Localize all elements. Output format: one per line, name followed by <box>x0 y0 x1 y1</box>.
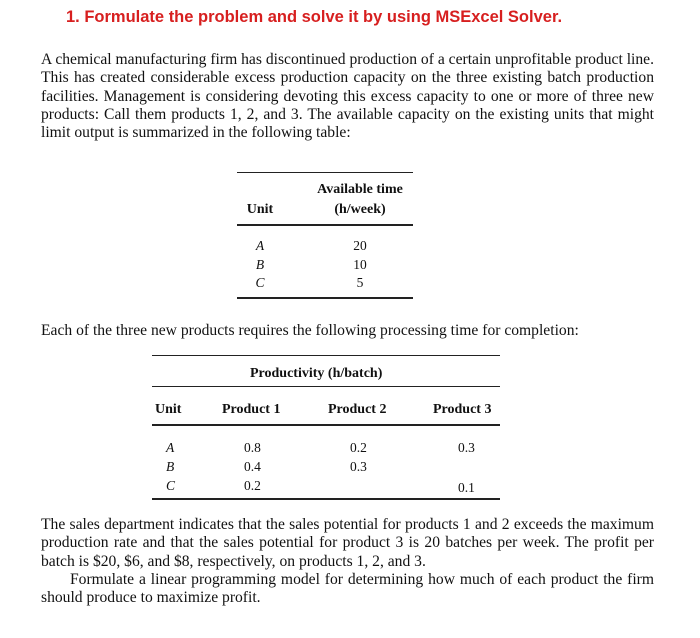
capacity-col-time-line2: (h/week) <box>334 202 386 217</box>
productivity-col-product-2: Product 2 <box>328 402 387 417</box>
sales-paragraph: The sales department indicates that the sales potential for products 1 and 2 exceeds the maximum production rate and that the sales potential for product 3 is 20 batches per week. The profit per batch is $20, $6, and $8, respectively, on products 1, 2, and 3. <box>41 516 654 570</box>
productivity-col-product-3: Product 3 <box>433 402 492 417</box>
productivity-table-header-rule <box>152 424 500 426</box>
closing-paragraphs <box>41 516 654 607</box>
productivity-group-rule <box>152 386 500 387</box>
capacity-table-bottom-rule <box>237 297 413 299</box>
problem-heading: 1. Formulate the problem and solve it by using MSExcel Solver. <box>66 8 563 26</box>
productivity-col-product-1: Product 1 <box>222 402 281 417</box>
capacity-row-time: 20 <box>353 238 367 253</box>
capacity-table-top-rule <box>237 172 413 173</box>
productivity-row-p1: 0.8 <box>244 440 261 455</box>
capacity-col-time-line1: Available time <box>317 182 403 197</box>
productivity-row-unit: C <box>166 478 176 493</box>
productivity-row-p3: 0.1 <box>458 480 475 495</box>
productivity-row-p3: 0.3 <box>458 440 475 455</box>
productivity-col-unit: Unit <box>155 402 182 417</box>
productivity-group-header: Productivity (h/batch) <box>250 366 383 381</box>
capacity-row-time: 10 <box>353 257 367 272</box>
capacity-col-unit: Unit <box>246 202 274 217</box>
productivity-table-bottom-rule <box>152 498 500 500</box>
productivity-row-p1: 0.2 <box>244 478 261 493</box>
capacity-row-unit: B <box>255 257 265 272</box>
productivity-row-p2: 0.3 <box>350 459 367 474</box>
productivity-row-unit: B <box>166 459 175 474</box>
productivity-row-unit: A <box>166 440 175 455</box>
capacity-row-unit: C <box>255 275 265 290</box>
productivity-row-p2: 0.2 <box>350 440 367 455</box>
capacity-row-unit: A <box>255 238 265 253</box>
productivity-table-top-rule <box>152 355 500 356</box>
formulate-paragraph: Formulate a linear programming model for determining how much of each product the firm should produce to maximize profit. <box>41 570 654 607</box>
processing-sentence: Each of the three new products requires the following processing time for completion: <box>41 322 579 339</box>
intro-paragraph: A chemical manufacturing firm has discontinued production of a certain unprofitable product line. This has created considerable excess production capacity on the three existing batch production facilities. Management is considering devoting this excess capacity to one or more of three new products: Call them products 1, 2, and 3. The available capacity on the existing units that might limit output is summarized in the following table: <box>41 51 654 142</box>
capacity-table-header-rule <box>237 224 413 226</box>
productivity-row-p1: 0.4 <box>244 459 261 474</box>
capacity-row-time: 5 <box>356 275 364 290</box>
